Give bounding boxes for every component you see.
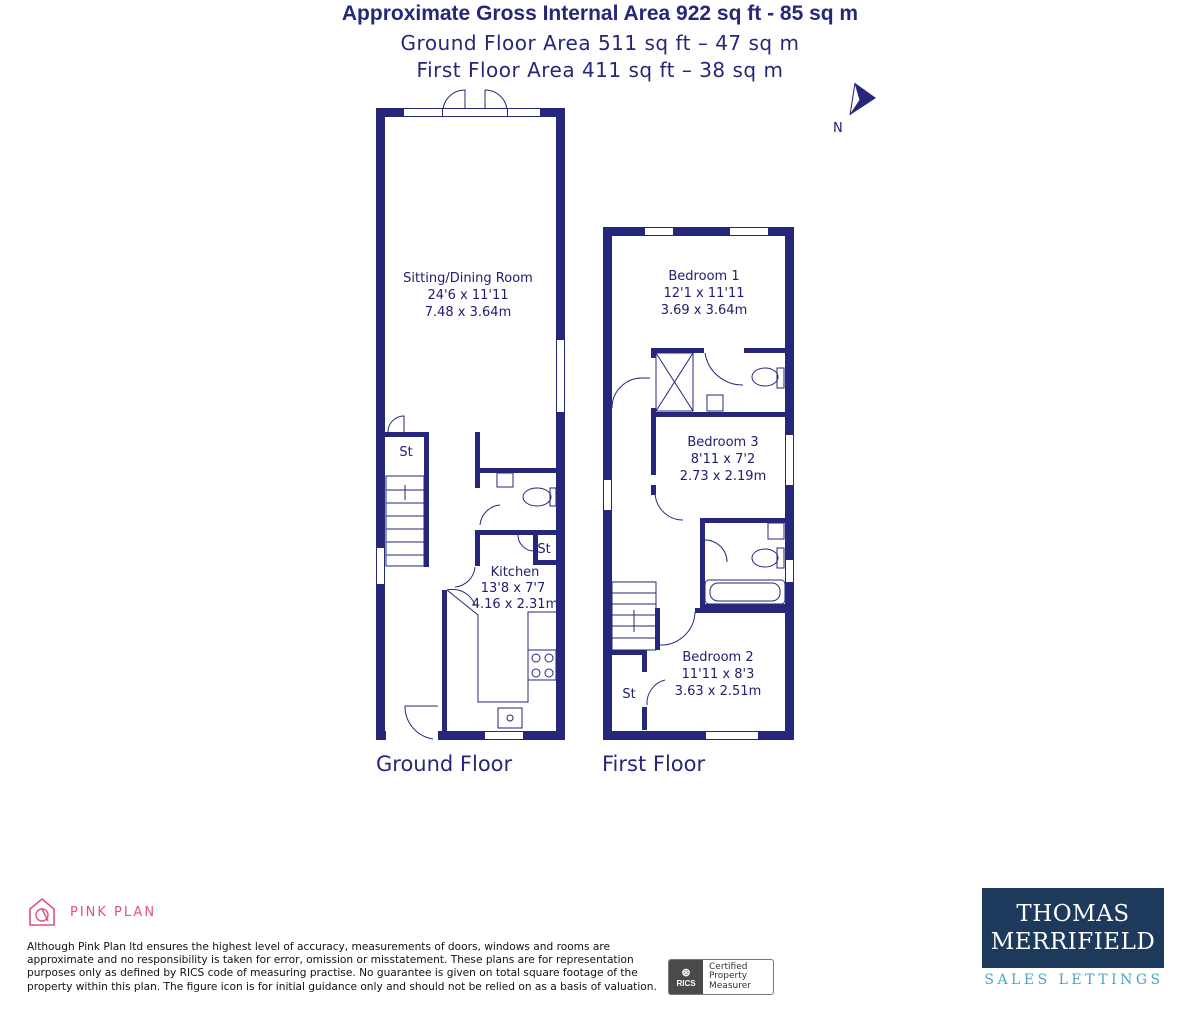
rics-line: Property xyxy=(709,971,748,982)
bedroom3-metric: 2.73 x 2.19m xyxy=(679,469,767,484)
bedroom3-name: Bedroom 3 xyxy=(687,435,759,450)
house-logo-icon xyxy=(28,897,56,927)
kitchen-name: Kitchen xyxy=(490,565,540,580)
compass-label: N xyxy=(833,121,843,136)
rics-logo-icon: ⊛ RICS xyxy=(669,960,703,994)
bedroom1-imperial: 12'1 x 11'11 xyxy=(663,286,745,301)
sitting-room-imperial: 24'6 x 11'11 xyxy=(427,288,509,303)
bedroom2-name: Bedroom 2 xyxy=(682,650,754,665)
rics-badge-text: RICS xyxy=(676,979,696,988)
kitchen-metric: 4.16 x 2.31m xyxy=(471,597,559,612)
sitting-room-name: Sitting/Dining Room xyxy=(403,271,533,286)
bedroom1-name: Bedroom 1 xyxy=(668,269,740,284)
store-label: St xyxy=(537,542,551,557)
agent-subtitle: SALES LETTINGS xyxy=(984,972,1164,988)
bedroom2-metric: 3.63 x 2.51m xyxy=(674,684,762,699)
bedroom3-imperial: 8'11 x 7'2 xyxy=(690,452,756,467)
sitting-room-metric: 7.48 x 3.64m xyxy=(424,305,512,320)
ground-floor-area: Ground Floor Area 511 sq ft – 47 sq m xyxy=(400,31,800,55)
compass-icon xyxy=(833,83,876,136)
first-floor-area: First Floor Area 411 sq ft – 38 sq m xyxy=(416,58,784,82)
kitchen-imperial: 13'8 x 7'7 xyxy=(480,581,546,596)
bedroom1-metric: 3.69 x 3.64m xyxy=(660,303,748,318)
rics-certified-badge xyxy=(668,959,774,995)
store-label: St xyxy=(622,687,636,702)
rics-line: Measurer xyxy=(709,980,751,991)
agent-name-line2: MERRIFIELD xyxy=(990,929,1156,955)
rics-line: Certified xyxy=(709,961,748,972)
agent-name-line1: THOMAS xyxy=(1016,901,1130,927)
pink-plan-brand: PINK PLAN xyxy=(70,904,157,920)
first-floor-label: First Floor xyxy=(602,752,706,776)
gross-area-title: Approximate Gross Internal Area 922 sq ft - 85 sq m xyxy=(341,2,859,25)
pink-plan-logo xyxy=(28,897,156,927)
agent-logo xyxy=(982,888,1164,968)
disclaimer-text: Although Pink Plan ltd ensures the highest level of accuracy, measurements of doors, windows and rooms are approximate and no responsibility is taken for error, omission or misstatement. These plans are for representation purposes only as defined by RICS code of measuring practise. No guarantee is given on total square footage of the property within this plan. The figure icon is for initial guidance only and should not be relied on as a basis of valuation. xyxy=(27,941,657,993)
bedroom2-imperial: 11'11 x 8'3 xyxy=(681,667,755,682)
store-label: St xyxy=(399,445,413,460)
ground-floor-label: Ground Floor xyxy=(376,752,513,776)
